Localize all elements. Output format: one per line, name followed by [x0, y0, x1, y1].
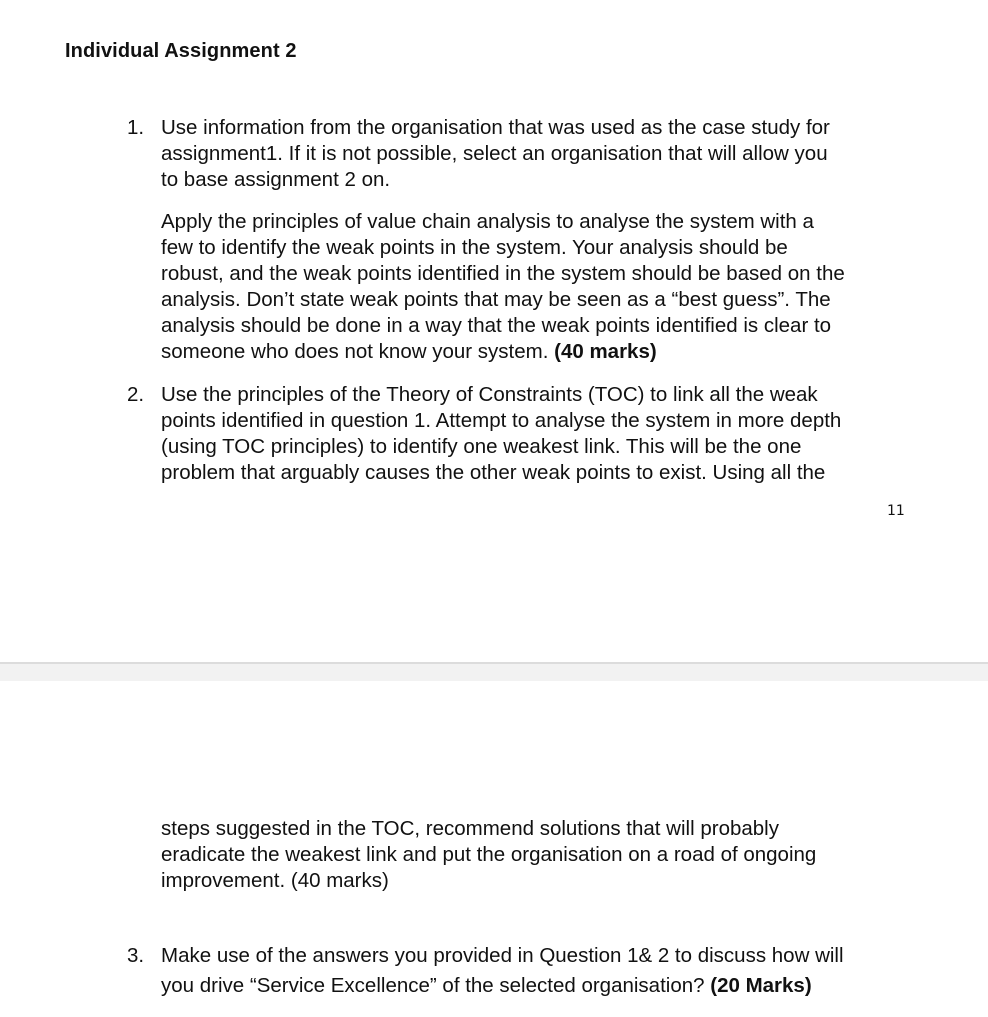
- text-line: eradicate the weakest link and put the organisation on a road of ongoing: [161, 843, 817, 866]
- text-line: problem that arguably causes the other weak points to exist. Using all the: [161, 461, 826, 484]
- question-1-marks: (40 marks): [554, 340, 657, 363]
- text-segment: someone who does not know your system.: [161, 340, 555, 363]
- question-3-marks: (20 Marks): [710, 974, 812, 997]
- question-1-number: 1.: [127, 116, 145, 139]
- text-line: analysis. Don’t state weak points that may be seen as a “best guess”. The: [161, 288, 831, 311]
- text-line: Use the principles of the Theory of Constraints (TOC) to link all the weak: [161, 383, 818, 406]
- page-separator: [0, 662, 988, 681]
- text-line: to base assignment 2 on.: [161, 168, 391, 191]
- text-line: steps suggested in the TOC, recommend solutions that will probably: [161, 817, 779, 840]
- text-line: Make use of the answers you provided in Question 1& 2 to discuss how will: [161, 944, 844, 967]
- question-3-paragraph: [161, 941, 921, 1001]
- text-segment: you drive “Service Excellence” of the selected organisation?: [161, 974, 711, 997]
- text-line: points identified in question 1. Attempt to analyse the system in more depth: [161, 409, 842, 432]
- document-page-2: [0, 681, 988, 1017]
- text-line: robust, and the weak points identified in the system should be based on the: [161, 262, 845, 285]
- page-number: 11: [887, 503, 905, 519]
- text-line: [161, 971, 921, 1001]
- text-line: [161, 339, 921, 365]
- text-line: few to identify the weak points in the system. Your analysis should be: [161, 236, 788, 259]
- assignment-title: Individual Assignment 2: [65, 40, 297, 62]
- text-line: (using TOC principles) to identify one weakest link. This will be the one: [161, 435, 802, 458]
- question-1-paragraph-1: [161, 115, 921, 193]
- text-line: Apply the principles of value chain analysis to analyse the system with a: [161, 210, 814, 233]
- question-2-paragraph-part-1: [161, 382, 921, 486]
- question-1-paragraph-2: [161, 209, 921, 365]
- text-line: Use information from the organisation that was used as the case study for: [161, 116, 830, 139]
- question-2-paragraph-part-2: [161, 816, 921, 894]
- question-3-number: 3.: [127, 944, 145, 967]
- text-line: analysis should be done in a way that the weak points identified is clear to: [161, 314, 832, 337]
- question-2-number: 2.: [127, 383, 145, 406]
- text-line: assignment1. If it is not possible, select an organisation that will allow you: [161, 142, 828, 165]
- text-line: improvement. (40 marks): [161, 869, 389, 892]
